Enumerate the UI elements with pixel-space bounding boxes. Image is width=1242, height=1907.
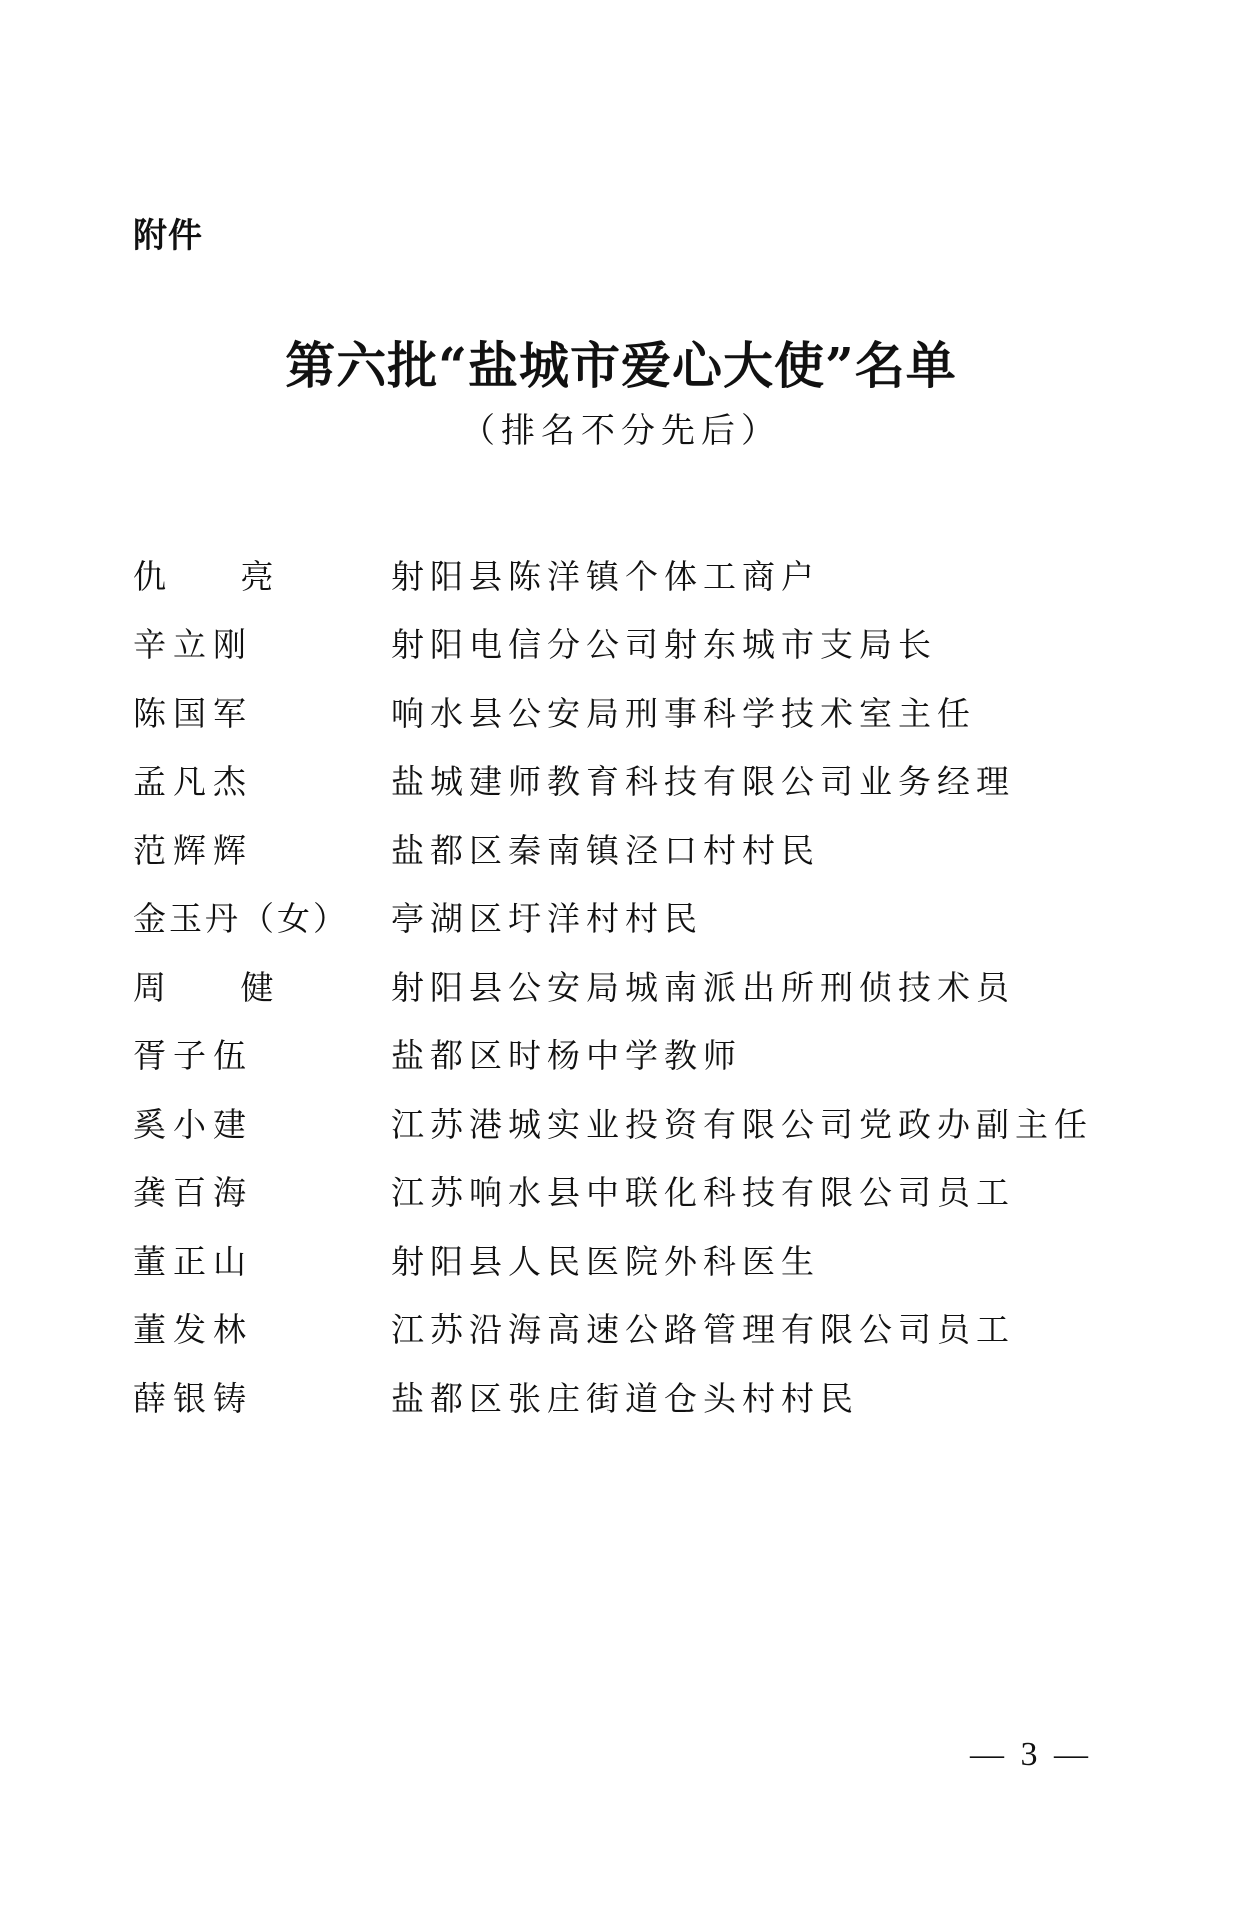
roster-row: [133, 1362, 1093, 1431]
person-name: 胥子伍: [133, 1036, 253, 1076]
person-name: 辛立刚: [133, 625, 253, 665]
roster-row: [133, 1294, 1093, 1363]
roster-row: [133, 883, 1093, 952]
roster-row: [133, 814, 1093, 883]
person-name: 董发林: [133, 1310, 253, 1350]
roster-row: [133, 1088, 1093, 1157]
person-name: 金玉丹（女）: [133, 899, 349, 939]
roster-row: [133, 540, 1093, 609]
document-subtitle: （排名不分先后）: [461, 411, 781, 451]
page-number: — 3 —: [970, 1736, 1092, 1773]
person-name: 陈国军: [133, 693, 253, 733]
person-name: 薛银铸: [133, 1378, 253, 1418]
document-title: 第六批“盐城市爱心大使”名单: [285, 336, 957, 395]
person-title: 盐都区秦南镇泾口村村民: [391, 830, 820, 870]
person-title: 江苏沿海高速公路管理有限公司员工: [391, 1310, 1015, 1350]
person-name: 周 健: [133, 967, 306, 1007]
person-name: 仇 亮: [133, 556, 306, 596]
person-title: 盐城建师教育科技有限公司业务经理: [391, 762, 1015, 802]
person-name: 孟凡杰: [133, 762, 253, 802]
roster-row: [133, 677, 1093, 746]
roster-row: [133, 746, 1093, 815]
attachment-label: 附件: [133, 216, 203, 256]
person-title: 江苏响水县中联化科技有限公司员工: [391, 1173, 1015, 1213]
roster-row: [133, 951, 1093, 1020]
person-name: 奚小建: [133, 1104, 253, 1144]
person-title: 响水县公安局刑事科学技术室主任: [391, 693, 976, 733]
person-title: 射阳县人民医院外科医生: [391, 1241, 820, 1281]
roster-row: [133, 1157, 1093, 1226]
person-title: 盐都区张庄街道仓头村村民: [391, 1378, 859, 1418]
person-title: 江苏港城实业投资有限公司党政办副主任: [391, 1104, 1093, 1144]
person-title: 亭湖区圩洋村村民: [391, 899, 703, 939]
roster-row: [133, 1225, 1093, 1294]
person-title: 射阳县陈洋镇个体工商户: [391, 556, 820, 596]
person-title: 盐都区时杨中学教师: [391, 1036, 742, 1076]
person-name: 董正山: [133, 1241, 253, 1281]
roster-list: [133, 540, 1093, 1431]
person-name: 龚百海: [133, 1173, 253, 1213]
person-title: 射阳县公安局城南派出所刑侦技术员: [391, 967, 1015, 1007]
roster-row: [133, 609, 1093, 678]
person-name: 范辉辉: [133, 830, 253, 870]
person-title: 射阳电信分公司射东城市支局长: [391, 625, 937, 665]
roster-row: [133, 1020, 1093, 1089]
